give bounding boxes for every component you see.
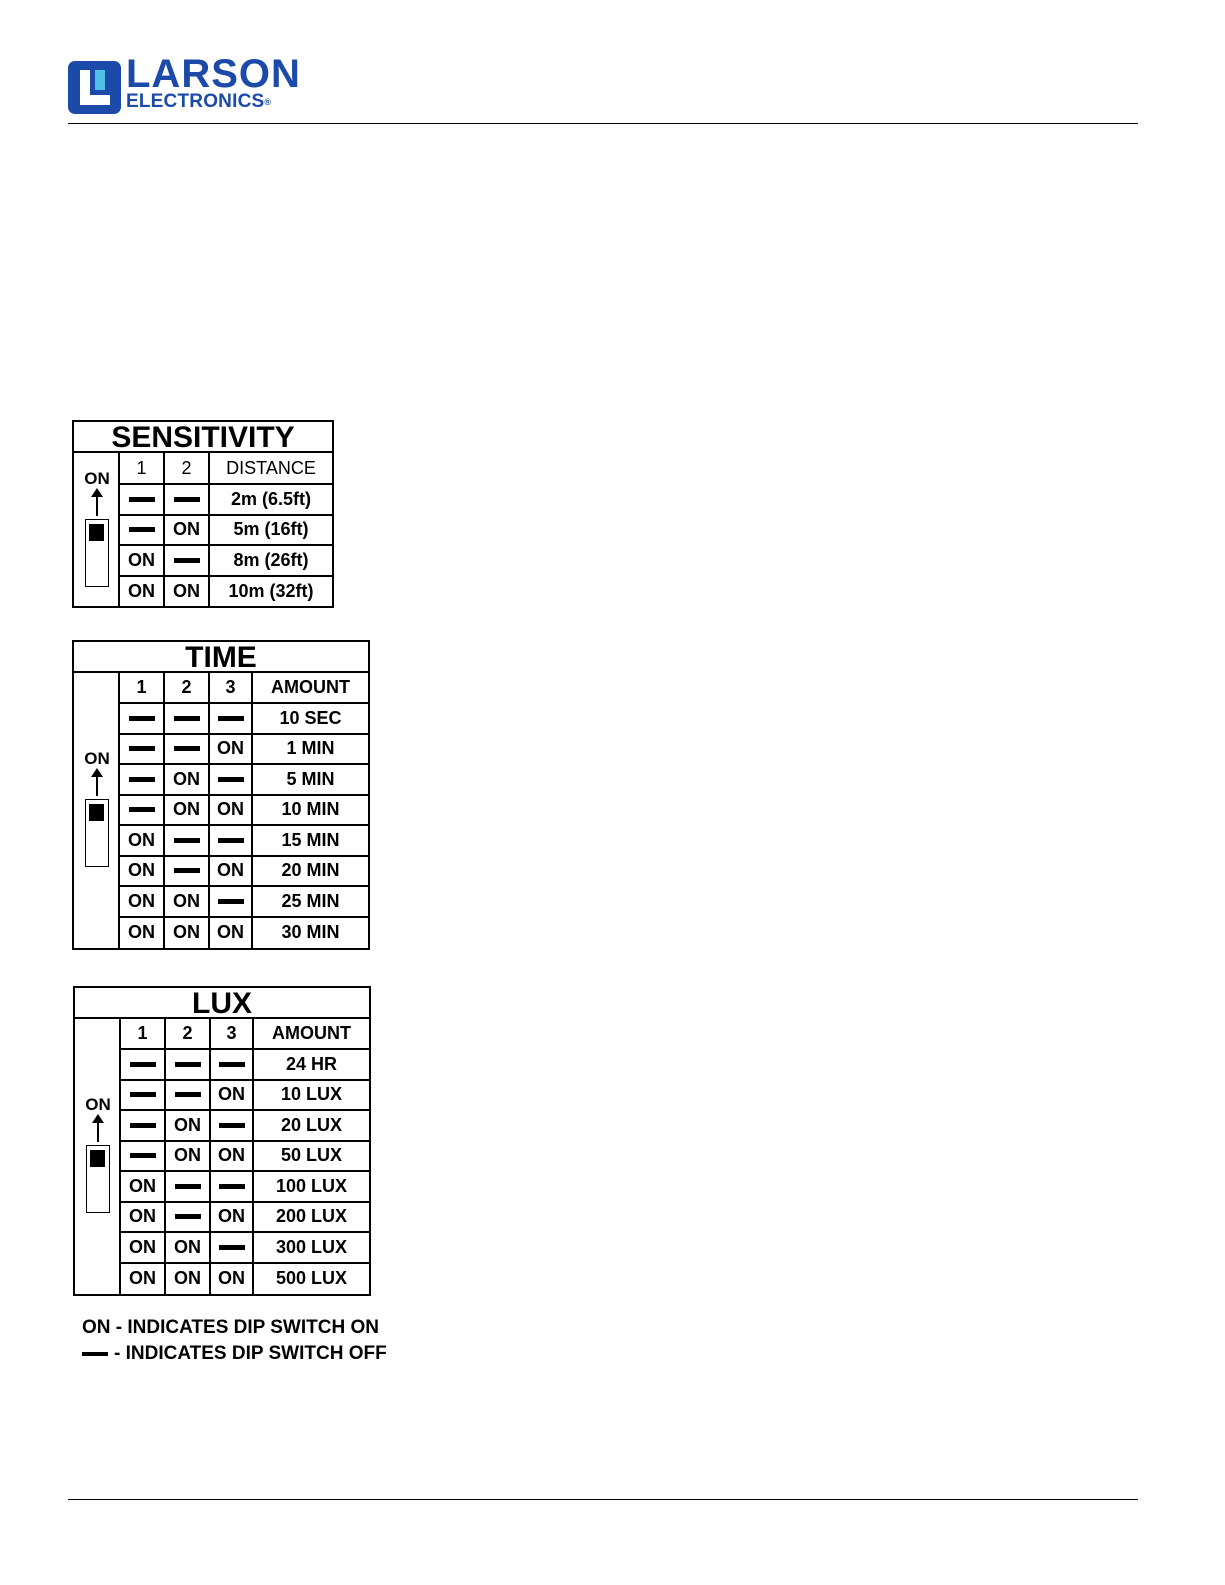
lux-switch-off-cell (209, 1050, 252, 1081)
sensitivity-header-switch-1: 1 (118, 453, 163, 485)
lux-switch-off-cell (119, 1111, 164, 1142)
off-dash-icon (218, 716, 244, 721)
lux-switch-off-cell (119, 1142, 164, 1173)
time-value-cell: 1 MIN (251, 735, 368, 766)
off-dash-icon (129, 807, 155, 812)
time-switch-off-cell (208, 887, 251, 918)
time-switch-on-cell: ON (208, 796, 251, 827)
off-dash-icon (175, 1092, 201, 1097)
off-dash-icon (174, 868, 200, 873)
sensitivity-value-cell: 10m (32ft) (208, 577, 332, 608)
larson-electronics-logo (68, 52, 308, 118)
sensitivity-value-cell: 5m (16ft) (208, 516, 332, 547)
legend-off-text: - INDICATES DIP SWITCH OFF (114, 1343, 387, 1364)
time-value-cell: 20 MIN (251, 857, 368, 888)
lux-switch-on-cell: ON (164, 1111, 209, 1142)
off-dash-icon (219, 1245, 245, 1250)
sensitivity-switch-on-cell: ON (118, 546, 163, 577)
time-switch-off-cell (208, 765, 251, 796)
arrow-up-icon (97, 1120, 99, 1142)
time-switch-off-cell (163, 735, 208, 766)
off-dash-icon (129, 527, 155, 532)
off-dash-icon (129, 497, 155, 502)
lux-header-switch-3: 3 (209, 1019, 252, 1050)
time-header-value: AMOUNT (251, 673, 368, 704)
sensitivity-switch-off-cell (118, 516, 163, 547)
sensitivity-table (72, 420, 334, 608)
time-switch-off-cell (163, 857, 208, 888)
lux-switch-off-cell (119, 1081, 164, 1112)
sensitivity-switch-off-cell (118, 485, 163, 516)
lux-switch-on-cell: ON (119, 1233, 164, 1264)
time-switch-off-cell (163, 826, 208, 857)
lux-value-cell: 200 LUX (252, 1203, 369, 1234)
off-dash-icon (130, 1062, 156, 1067)
time-header-switch-3: 3 (208, 673, 251, 704)
time-value-cell: 30 MIN (251, 918, 368, 949)
time-title: TIME (74, 642, 368, 673)
sensitivity-value-cell: 2m (6.5ft) (208, 485, 332, 516)
lux-header-switch-2: 2 (164, 1019, 209, 1050)
time-table (72, 640, 370, 950)
time-value-cell: 10 MIN (251, 796, 368, 827)
off-dash-icon (174, 558, 200, 563)
lux-title: LUX (75, 988, 369, 1019)
off-dash-icon (219, 1062, 245, 1067)
off-dash-icon (129, 746, 155, 751)
lux-value-cell: 100 LUX (252, 1172, 369, 1203)
lux-switch-off-cell (209, 1172, 252, 1203)
sensitivity-switch-on-cell: ON (118, 577, 163, 608)
dip-on-label: ON (84, 469, 110, 488)
dip-on-label: ON (85, 1095, 111, 1114)
off-dash-icon (174, 497, 200, 502)
logo-mark-icon (68, 61, 121, 114)
logo-name-line1: LARSON (126, 52, 301, 96)
sensitivity-switch-on-cell: ON (163, 516, 208, 547)
sensitivity-value-cell: 8m (26ft) (208, 546, 332, 577)
time-switch-on-cell: ON (208, 918, 251, 949)
time-switch-off-cell (118, 735, 163, 766)
lux-switch-off-cell (164, 1203, 209, 1234)
lux-value-cell: 500 LUX (252, 1264, 369, 1295)
time-switch-on-cell: ON (163, 796, 208, 827)
time-value-cell: 25 MIN (251, 887, 368, 918)
time-switch-off-cell (118, 765, 163, 796)
arrow-up-icon (96, 774, 98, 796)
lux-switch-off-cell (119, 1050, 164, 1081)
time-header-switch-2: 2 (163, 673, 208, 704)
time-switch-on-cell: ON (118, 857, 163, 888)
lux-value-cell: 20 LUX (252, 1111, 369, 1142)
lux-switch-on-cell: ON (164, 1233, 209, 1264)
time-switch-on-cell: ON (163, 918, 208, 949)
off-dash-icon (82, 1352, 108, 1356)
header-rule (68, 123, 1138, 124)
off-dash-icon (218, 838, 244, 843)
legend-on-text: ON - INDICATES DIP SWITCH ON (82, 1317, 379, 1338)
legend (82, 1315, 387, 1367)
lux-header-value: AMOUNT (252, 1019, 369, 1050)
lux-switch-on-cell: ON (119, 1203, 164, 1234)
sensitivity-header-value: DISTANCE (208, 453, 332, 485)
sensitivity-switch-off-cell (163, 485, 208, 516)
off-dash-icon (130, 1153, 156, 1158)
lux-switch-off-cell (164, 1081, 209, 1112)
lux-switch-on-cell: ON (209, 1264, 252, 1295)
dip-switch-diagram (74, 673, 120, 948)
time-switch-off-cell (163, 704, 208, 735)
off-dash-icon (174, 838, 200, 843)
legend-off-row (82, 1341, 387, 1367)
off-dash-icon (174, 746, 200, 751)
sensitivity-switch-on-cell: ON (163, 577, 208, 608)
time-switch-on-cell: ON (208, 735, 251, 766)
sensitivity-switch-off-cell (163, 546, 208, 577)
off-dash-icon (218, 899, 244, 904)
time-switch-on-cell: ON (118, 918, 163, 949)
off-dash-icon (129, 716, 155, 721)
lux-value-cell: 300 LUX (252, 1233, 369, 1264)
arrow-up-icon (96, 494, 98, 516)
off-dash-icon (175, 1214, 201, 1219)
lux-value-cell: 50 LUX (252, 1142, 369, 1173)
sensitivity-header-switch-2: 2 (163, 453, 208, 485)
lux-switch-off-cell (164, 1172, 209, 1203)
lux-switch-on-cell: ON (209, 1081, 252, 1112)
time-switch-on-cell: ON (163, 765, 208, 796)
logo-name-line2: ELECTRONICS® (126, 91, 272, 112)
lux-switch-on-cell: ON (119, 1264, 164, 1295)
off-dash-icon (219, 1184, 245, 1189)
lux-header-switch-1: 1 (119, 1019, 164, 1050)
time-header-switch-1: 1 (118, 673, 163, 704)
lux-switch-on-cell: ON (119, 1172, 164, 1203)
sensitivity-title: SENSITIVITY (74, 422, 332, 453)
off-dash-icon (218, 777, 244, 782)
off-dash-icon (174, 716, 200, 721)
lux-switch-on-cell: ON (209, 1142, 252, 1173)
lux-switch-on-cell: ON (164, 1264, 209, 1295)
time-switch-on-cell: ON (118, 887, 163, 918)
dip-switch-icon (86, 1145, 110, 1213)
off-dash-icon (175, 1062, 201, 1067)
lux-switch-on-cell: ON (164, 1142, 209, 1173)
off-dash-icon (219, 1123, 245, 1128)
legend-on-row (82, 1315, 387, 1341)
dip-switch-icon (85, 519, 109, 587)
lux-switch-off-cell (209, 1233, 252, 1264)
off-dash-icon (175, 1184, 201, 1189)
time-value-cell: 10 SEC (251, 704, 368, 735)
lux-value-cell: 10 LUX (252, 1081, 369, 1112)
dip-switch-diagram (74, 453, 120, 606)
lux-value-cell: 24 HR (252, 1050, 369, 1081)
lux-table (73, 986, 371, 1296)
dip-switch-icon (85, 799, 109, 867)
dip-on-label: ON (84, 749, 110, 768)
dip-switch-diagram (75, 1019, 121, 1294)
time-switch-off-cell (208, 826, 251, 857)
time-switch-off-cell (208, 704, 251, 735)
off-dash-icon (130, 1092, 156, 1097)
time-switch-on-cell: ON (208, 857, 251, 888)
lux-switch-off-cell (209, 1111, 252, 1142)
time-switch-on-cell: ON (163, 887, 208, 918)
footer-rule (68, 1499, 1138, 1500)
time-switch-on-cell: ON (118, 826, 163, 857)
time-switch-off-cell (118, 796, 163, 827)
lux-switch-off-cell (164, 1050, 209, 1081)
off-dash-icon (130, 1123, 156, 1128)
lux-switch-on-cell: ON (209, 1203, 252, 1234)
off-dash-icon (129, 777, 155, 782)
time-value-cell: 5 MIN (251, 765, 368, 796)
time-switch-off-cell (118, 704, 163, 735)
time-value-cell: 15 MIN (251, 826, 368, 857)
